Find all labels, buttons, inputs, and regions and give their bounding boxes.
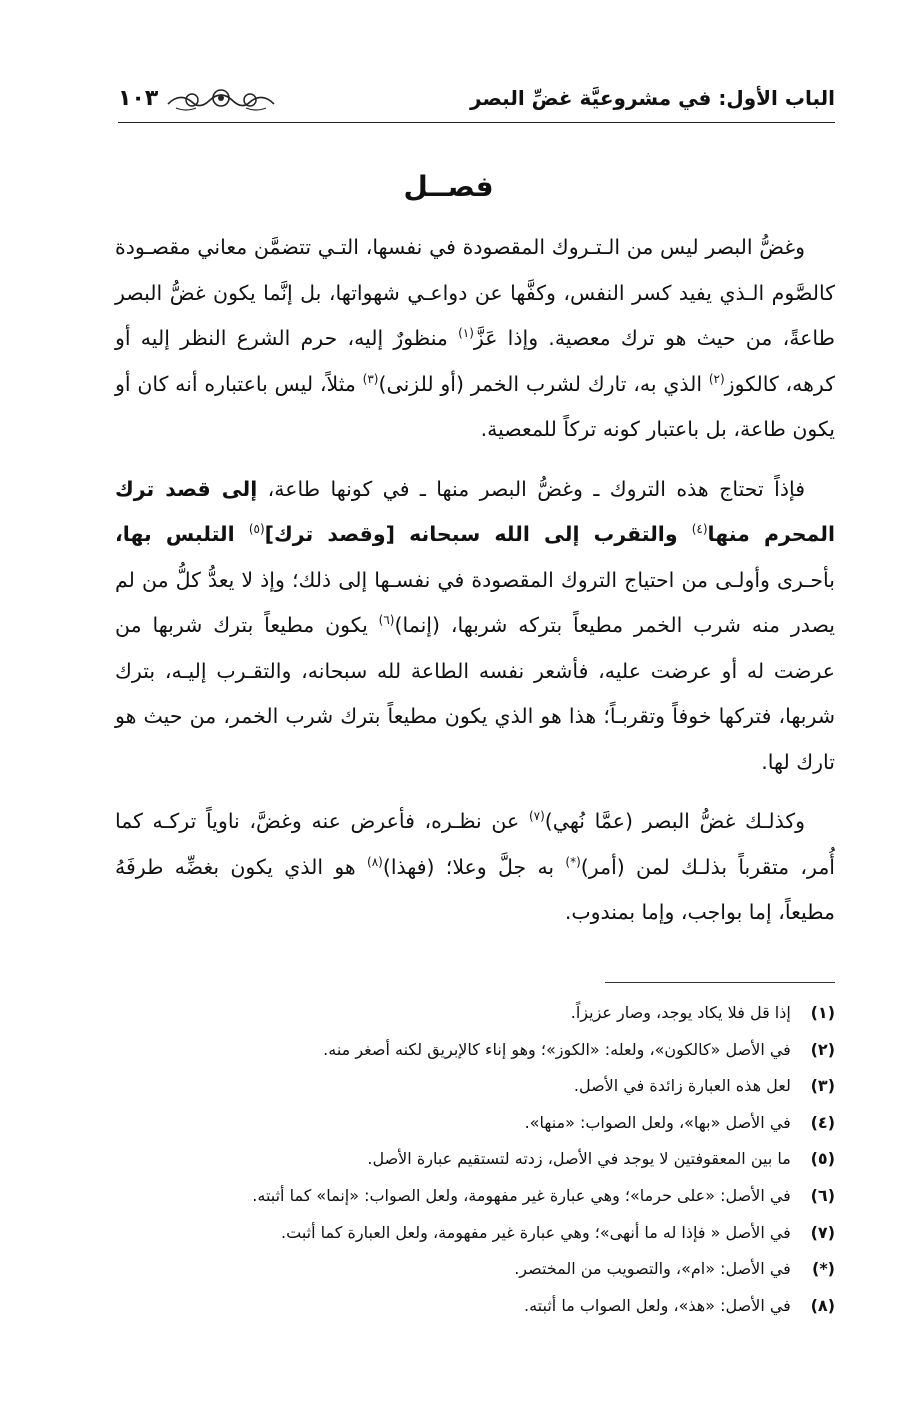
footnote-ref: (٥): [248, 522, 265, 537]
paragraph-3: [115, 799, 835, 936]
paragraph-1: [115, 225, 835, 453]
footnote-item: [115, 1105, 835, 1142]
bold-text-run: التلبس بها،: [115, 522, 249, 546]
bold-text-run: والتقرب إلى الله سبحانه [وقصد ترك]: [264, 522, 692, 546]
text-run: فإذاً تحتاج هذه التروك ـ وغضُّ البصر منها ـ في كونها طاعة،: [257, 476, 805, 501]
footnote-item: [115, 1032, 835, 1069]
footnote-ref: (١): [458, 326, 474, 341]
text-run: يكون مطيعاً بترك شربها من عرضت له أو عرضت عليه، فأشعر نفسه الطاعة لله سبحانه، والتقـرب إليـه، بترك شربها، فتركها خوفاً وتقربـاً؛ هذا هو الذي يكون مطيعاً بترك شرب الخمر، من حيث هو تارك لها.: [115, 613, 835, 774]
text-run: وغضُّ البصر ليس من الـتـروك المقصودة في نفسها، التـي تتضمَّن معاني مقصـودة كالصَّوم الـذي يفيد كسر النفس، وكفَّها عن دواعـي شهواتها، بل إنَّما يكون غضُّ البصر طاعةً، من حيث هو ترك معصية. وإذا عَزَّ: [115, 235, 835, 350]
footnote-text: في الأصل «كالكون»، ولعله: «الكوز»؛ وهو إناء كالإبريق لكنه أصغر منه.: [323, 1039, 791, 1059]
text-run: بأحـرى وأولـى من احتياج التروك المقصودة في نفسـها إلى ذلك؛ وإذ لا يعدُّ كلُّ من لم يصدر منه شرب الخمر مطيعاً بتركه شربها، (إنما): [115, 567, 835, 637]
text-run: به جلَّ وعلا؛ (فهذا): [382, 854, 566, 879]
footnote-text: في الأصل: «هذ»، ولعل الصواب ما أثبته.: [524, 1295, 791, 1315]
footnote-marker: (٦): [810, 1185, 835, 1205]
footnote-ref: (٢): [708, 371, 725, 386]
bold-text-run: إلى قصد ترك المحرم منها: [115, 476, 835, 546]
footnote-item: [115, 1178, 835, 1215]
footnote-marker: (٣): [810, 1076, 835, 1096]
footnote-item: [115, 995, 835, 1032]
footnotes-list: [115, 995, 835, 1324]
header-rule: [118, 122, 835, 123]
footnote-item: [115, 1141, 835, 1178]
text-run: هو الذي يكون بغضِّه طرفَهُ مطيعاً، إما بواجب، وإما بمندوب.: [115, 854, 835, 924]
running-header: [118, 82, 835, 122]
footnote-marker: (٨): [810, 1295, 835, 1315]
footnote-text: في الأصل: «ام»، والتصويب من المختصر.: [514, 1259, 791, 1279]
footnote-ref: (٣): [362, 371, 379, 386]
footnote-marker: (٢): [810, 1039, 835, 1059]
footnote-ref: (٤): [691, 522, 708, 537]
footnote-marker: (١): [810, 1003, 835, 1022]
footnote-separator: [605, 982, 835, 983]
decorative-ornament-icon: [166, 86, 276, 114]
footnote-ref: (٨): [367, 854, 383, 869]
footnote-text: إذا قل فلا يكاد يوجد، وصار عزيزاً.: [570, 1003, 791, 1022]
footnote-text: في الأصل « فإذا له ما أنهى»؛ وهي عبارة غير مفهومة، ولعل العبارة كما أثبت.: [281, 1222, 791, 1242]
chapter-title: الباب الأول: في مشروعيَّة غضِّ البصر: [470, 86, 835, 110]
footnote-marker: (٤): [810, 1112, 835, 1132]
footnote-text: في الأصل: «على حرما»؛ وهي عبارة غير مفهومة، ولعل الصواب: «إنما» كما أثبته.: [252, 1185, 791, 1205]
footnote-marker: (*): [812, 1259, 835, 1279]
footnote-text: ما بين المعقوفتين لا يوجد في الأصل، زدته لتستقيم عبارة الأصل.: [367, 1149, 791, 1169]
text-run: عن نظـره، فأعرض عنه وغضَّ، ناوياً تركـه كما أُمر، متقرباً بذلـك لمن (أمر): [115, 809, 835, 879]
main-text: [115, 225, 835, 950]
footnote-ref: (*): [565, 854, 581, 869]
footnote-ref: (٧): [528, 809, 545, 824]
text-run: مثلاً، ليس باعتباره أنه كان أو يكون طاعة، بل باعتبار كونه تركاً للمعصية.: [115, 371, 835, 441]
footnote-item: [115, 1215, 835, 1252]
footnote-marker: (٥): [810, 1149, 835, 1169]
text-run: الذي به، تارك لشرب الخمر (أو للزنى): [378, 371, 709, 396]
footnote-text: لعل هذه العبارة زائدة في الأصل.: [573, 1076, 791, 1096]
paragraph-2: [115, 467, 835, 786]
footnote-item: [115, 1288, 835, 1325]
footnote-text: في الأصل «بها»، ولعل الصواب: «منها».: [524, 1112, 791, 1132]
page-number: ١٠٣: [118, 86, 159, 111]
text-run: منظورٌ إليه، حرم الشرع النظر إليه أو كرهه، كالكوز: [115, 326, 835, 396]
section-title: فصــل: [403, 170, 494, 203]
footnote-item: [115, 1068, 835, 1105]
footnote-ref: (٦): [378, 613, 395, 628]
text-run: وكذلـك غضُّ البصر (عمَّا نُهي): [544, 809, 805, 833]
footnote-marker: (٧): [810, 1222, 835, 1242]
footnote-item: [115, 1251, 835, 1288]
